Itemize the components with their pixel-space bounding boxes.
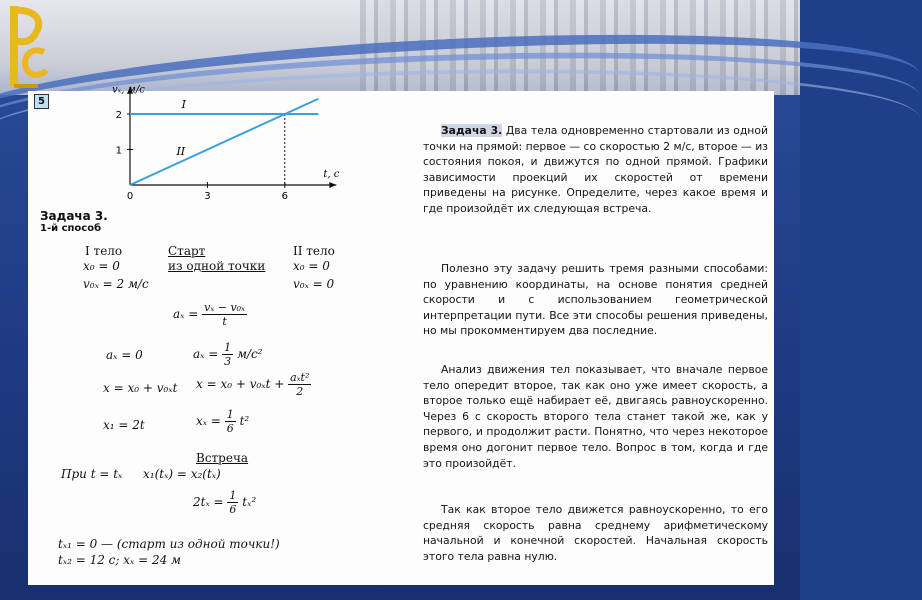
meeting-equation-left: 2tₓ = [193, 495, 224, 509]
paragraph-average-speed: Так как второе тело движется равноускоренно, то его средняя скорость равна среднему арифметическому начальной и конечной скоростей. Начальная скорость этого тела равна нулю. [423, 503, 768, 563]
textbook-page [28, 84, 774, 585]
answer-second-root: tₓ₂ = 12 с; xₓ = 24 м [58, 553, 181, 567]
body1-coordinate: x₁ = 2t [103, 418, 145, 432]
y-tick-label: 1 [115, 145, 122, 157]
series-label-i: I [181, 98, 186, 111]
body1-v0: v₀ₓ = 2 м/с [83, 277, 149, 291]
logo-icon [4, 2, 50, 90]
body2-coordinate-value-denominator: 6 [226, 422, 234, 435]
x-tick-label: 3 [204, 191, 211, 202]
solution-method: 1-й способ [40, 223, 102, 234]
body2-coordinate-denominator: 2 [296, 385, 304, 398]
body2-acceleration-left: aₓ = [193, 347, 219, 361]
meeting-time: При t = tₓ [61, 467, 123, 481]
body1-coordinate-equation: x = x₀ + v₀ₓt [103, 381, 178, 395]
answer-first-root: tₓ₁ = 0 — (старт из одной точки!) [58, 537, 280, 551]
acceleration-formula-denominator: t [222, 315, 227, 328]
body1-acceleration: aₓ = 0 [106, 348, 143, 362]
meeting-heading: Встреча [196, 451, 249, 465]
body2-coordinate-equation [196, 371, 311, 398]
body2-coordinate [196, 408, 249, 435]
body2-coordinate-value-left: xₓ = [196, 414, 221, 428]
body2-acceleration [193, 341, 262, 368]
x-tick-label: 0 [126, 191, 134, 202]
body2-acceleration-denominator: 3 [224, 355, 232, 368]
body2-coordinate-numerator: aₓt² [290, 371, 310, 384]
column-header-body-1: I тело [85, 244, 123, 258]
velocity-chart [28, 84, 358, 211]
body2-coordinate-value-right: t² [239, 414, 250, 428]
x-tick-label: 6 [281, 191, 288, 202]
acceleration-formula-left: aₓ = [173, 307, 199, 321]
body2-acceleration-unit: м/с² [236, 347, 263, 361]
paragraph-methods: Полезно эту задачу решить тремя разными способами: по уравнению координаты, на основе понятия средней скорости и с использованием геометрической интерпретации пути. Все эти способы решения приведены, но мы прокомментируем два последние. [423, 262, 768, 338]
body2-v0: v₀ₓ = 0 [293, 277, 335, 291]
series-label-ii: II [176, 144, 186, 158]
acceleration-formula-numerator: vₓ − v₀ₓ [204, 301, 245, 314]
task-statement [423, 123, 768, 217]
meeting-condition: x₁(tₓ) = x₂(tₓ) [143, 467, 221, 481]
figure-number-badge: 5 [34, 94, 49, 109]
body2-coordinate-left: x = x₀ + v₀ₓt + [196, 377, 285, 391]
solution-title: Задача 3. [40, 209, 108, 223]
body2-acceleration-numerator: 1 [224, 341, 232, 354]
column-header-start-sub: из одной точки [168, 259, 266, 273]
task-body: Два тела одновременно стартовали из одной точки на прямой: первое — со скоростью 2 м/с, второе — из состояния покоя, и движутся по одной прямой. Графики зависимости проекций их скоростей от времени приведены на рисунке. Определите, через какое время и где произойдёт их следующая встреча. [423, 124, 768, 215]
column-header-start: Старт [168, 244, 206, 258]
x-axis-label: t, с [323, 169, 340, 180]
column-header-body-2: II тело [293, 244, 335, 258]
acceleration-formula [173, 301, 247, 328]
x-axis-arrow [329, 182, 336, 188]
series-line-ii [130, 99, 318, 185]
meeting-equation-numerator: 1 [229, 489, 237, 502]
body2-x0: x₀ = 0 [293, 259, 330, 273]
meeting-equation-denominator: 6 [229, 503, 237, 516]
paragraph-analysis: Анализ движения тел показывает, что вначале первое тело опередит второе, так как оно уже имеет скорость, а второе только ещё набирает её, двигаясь равноускоренно. Через 6 с скорость второго тела станет такой же, как у первого, и продолжит расти. Понятно, что через некоторое время оно догонит первое тело. Вопрос в том, когда и где это произойдёт. [423, 363, 768, 470]
body1-x0: x₀ = 0 [83, 259, 120, 273]
meeting-equation-right: tₓ² [242, 495, 257, 509]
y-tick-label: 2 [115, 110, 122, 121]
task-label: Задача 3. [441, 124, 503, 137]
meeting-equation [193, 489, 256, 516]
body2-coordinate-value-numerator: 1 [226, 408, 234, 421]
y-axis-label: vₓ, м/с [112, 84, 145, 96]
